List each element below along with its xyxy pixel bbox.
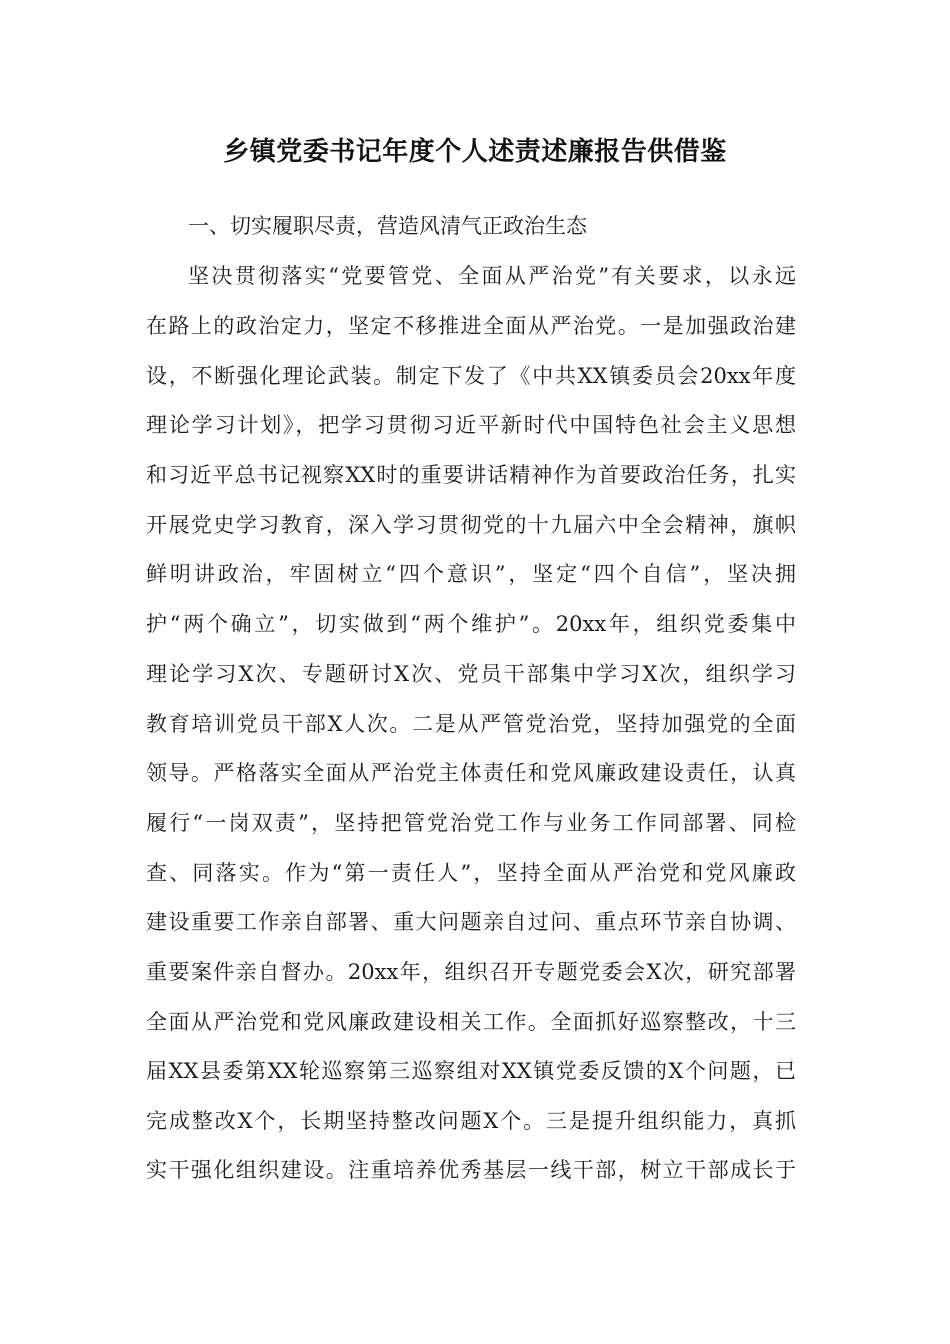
- body-line: 查、同落实。作为“第一责任人”，坚持全面从严治党和党风廉政: [146, 861, 796, 885]
- body-line: 重要案件亲自督办。20xx年，组织召开专题党委会X次，研究部署: [146, 960, 796, 984]
- body-line: 履行“一岗双责”，坚持把管党治党工作与业务工作同部署、同检: [146, 811, 796, 835]
- body-line: 领导。严格落实全面从严治党主体责任和党风廉政建设责任，认真: [146, 761, 796, 785]
- body-line: 护“两个确立”，切实做到“两个维护”。20xx年，组织党委集中: [146, 612, 796, 636]
- body-line: 理论学习计划》，把学习贯彻习近平新时代中国特色社会主义思想: [146, 413, 796, 437]
- body-line: 实干强化组织建设。注重培养优秀基层一线干部，树立干部成长于: [146, 1158, 796, 1182]
- body-line: 届XX县委第XX轮巡察第三巡察组对XX镇党委反馈的X个问题，已: [146, 1059, 796, 1083]
- body-line: 完成整改X个，长期坚持整改问题X个。三是提升组织能力，真抓: [146, 1109, 796, 1133]
- body-line: 鲜明讲政治，牢固树立“四个意识”，坚定“四个自信”，坚决拥: [146, 562, 796, 586]
- section-heading: 一、切实履职尽责，营造风清气正政治生态: [188, 214, 587, 238]
- body-line: 理论学习X次、专题研讨X次、党员干部集中学习X次，组织学习: [146, 662, 796, 686]
- body-line: 教育培训党员干部X人次。二是从严管党治党，坚持加强党的全面: [146, 712, 796, 736]
- body-line: 在路上的政治定力，坚定不移推进全面从严治党。一是加强政治建: [146, 314, 796, 338]
- body-line: 设，不断强化理论武装。制定下发了《中共XX镇委员会20xx年度: [146, 364, 796, 388]
- body-line: 和习近平总书记视察XX时的重要讲话精神作为首要政治任务，扎实: [146, 463, 796, 487]
- body-line: 开展党史学习教育，深入学习贯彻党的十九届六中全会精神，旗帜: [146, 513, 796, 537]
- body-line: 全面从严治党和党风廉政建设相关工作。全面抓好巡察整改，十三: [146, 1010, 796, 1034]
- body-line: 坚决贯彻落实“党要管党、全面从严治党”有关要求，以永远: [188, 264, 796, 288]
- body-line: 建设重要工作亲自部署、重大问题亲自过问、重点环节亲自协调、: [146, 910, 796, 934]
- document-title: 乡镇党委书记年度个人述责述廉报告供借鉴: [223, 137, 727, 167]
